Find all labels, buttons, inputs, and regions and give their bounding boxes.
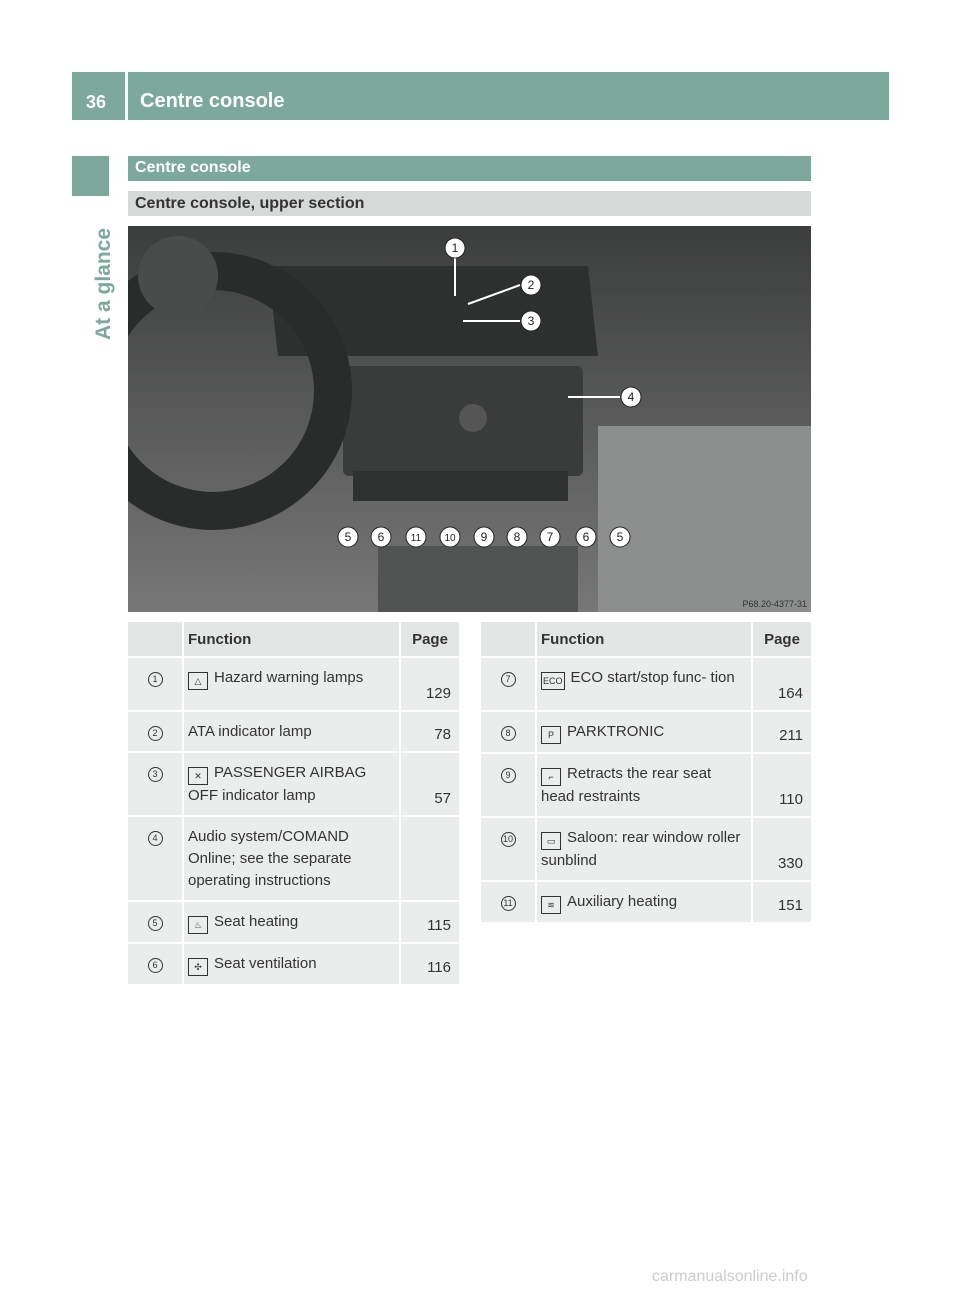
lower-console <box>378 546 578 612</box>
page-title: Centre console <box>140 90 285 112</box>
callout-row <box>338 527 630 547</box>
photo-reference: P68.20-4377-31 <box>742 599 807 609</box>
subsection-title: Centre console, upper section <box>135 195 365 212</box>
section-title: Centre console <box>135 159 251 176</box>
floor-mat <box>598 426 811 612</box>
table-row <box>481 657 811 711</box>
svg-text:10: 10 <box>444 533 456 544</box>
item-number: 4 <box>148 831 163 846</box>
item-number: 5 <box>148 916 163 931</box>
rear-window-sunblind-icon: ▭ <box>541 832 561 850</box>
header-page: Page <box>752 622 811 657</box>
page-ref: 330 <box>752 817 811 881</box>
audio-knob <box>459 404 487 432</box>
function-text: Seat heating <box>214 913 299 930</box>
function-text: ECO start/stop func- tion <box>570 669 735 686</box>
item-number: 7 <box>501 672 516 687</box>
auxiliary-heating-icon: ≋ <box>541 896 561 914</box>
centre-console-photo <box>128 226 811 612</box>
page-ref <box>400 816 459 901</box>
page-ref: 116 <box>400 943 459 985</box>
rear-head-restraint-icon: ⌐ <box>541 768 561 786</box>
function-table-right <box>481 622 811 924</box>
svg-text:8: 8 <box>513 530 521 544</box>
parktronic-icon: P <box>541 726 561 744</box>
table-row <box>481 881 811 923</box>
function-text: PARKTRONIC <box>567 723 665 740</box>
table-row <box>128 901 459 943</box>
table-row <box>481 753 811 817</box>
svg-text:5: 5 <box>344 530 352 544</box>
svg-text:6: 6 <box>582 530 590 544</box>
header-divider <box>125 72 128 120</box>
page-ref: 57 <box>400 752 459 816</box>
item-number: 3 <box>148 767 163 782</box>
climate-buttons <box>353 471 568 501</box>
item-number: 8 <box>501 726 516 741</box>
item-number: 1 <box>148 672 163 687</box>
page-ref: 115 <box>400 901 459 943</box>
header-function: Function <box>536 622 752 657</box>
side-tab <box>72 156 109 196</box>
svg-text:2: 2 <box>527 278 535 292</box>
item-number: 6 <box>148 958 163 973</box>
svg-text:1: 1 <box>451 241 459 255</box>
table-row <box>481 817 811 881</box>
table-row <box>128 816 459 901</box>
eco-icon: ECO <box>541 672 565 690</box>
svg-text:6: 6 <box>377 530 385 544</box>
table-row <box>128 711 459 752</box>
svg-text:5: 5 <box>616 530 624 544</box>
function-text: Retracts the rear seat head restraints <box>541 765 712 805</box>
header-num <box>481 622 536 657</box>
passenger-airbag-off-icon: ✕ <box>188 767 208 785</box>
page-ref: 151 <box>752 881 811 923</box>
console-illustration <box>128 226 811 612</box>
svg-text:11: 11 <box>410 533 422 544</box>
function-text: PASSENGER AIRBAG OFF indicator lamp <box>188 764 367 804</box>
table-row <box>128 657 459 711</box>
function-text: Saloon: rear window roller sunblind <box>541 829 741 869</box>
header-num <box>128 622 183 657</box>
function-text: Audio system/COMAND Online; see the separate operating instructions <box>183 816 400 901</box>
table-row <box>128 752 459 816</box>
seat-heating-icon: ♨ <box>188 916 208 934</box>
svg-text:3: 3 <box>527 314 535 328</box>
svg-text:9: 9 <box>480 530 488 544</box>
item-number: 10 <box>501 832 516 847</box>
item-number: 2 <box>148 726 163 741</box>
item-number: 9 <box>501 768 516 783</box>
watermark: carmanualsonline.info <box>652 1268 808 1285</box>
table-row <box>128 943 459 985</box>
page-ref: 110 <box>752 753 811 817</box>
function-text: Auxiliary heating <box>567 893 678 910</box>
page-ref: 129 <box>400 657 459 711</box>
page-ref: 164 <box>752 657 811 711</box>
function-table-left <box>128 622 459 986</box>
page-number: 36 <box>86 92 107 112</box>
item-number: 11 <box>501 896 516 911</box>
page-ref: 78 <box>400 711 459 752</box>
seat-ventilation-icon: ✣ <box>188 958 208 976</box>
header-page: Page <box>400 622 459 657</box>
page-ref: 211 <box>752 711 811 753</box>
function-text: Seat ventilation <box>214 955 317 972</box>
svg-text:4: 4 <box>627 390 635 404</box>
side-label: At a glance <box>92 227 115 340</box>
table-row <box>481 711 811 753</box>
function-text: Hazard warning lamps <box>214 669 364 686</box>
hazard-warning-icon: △ <box>188 672 208 690</box>
instrument-cluster <box>138 236 218 316</box>
header-function: Function <box>183 622 400 657</box>
function-text: ATA indicator lamp <box>183 711 400 752</box>
svg-text:7: 7 <box>546 530 554 544</box>
